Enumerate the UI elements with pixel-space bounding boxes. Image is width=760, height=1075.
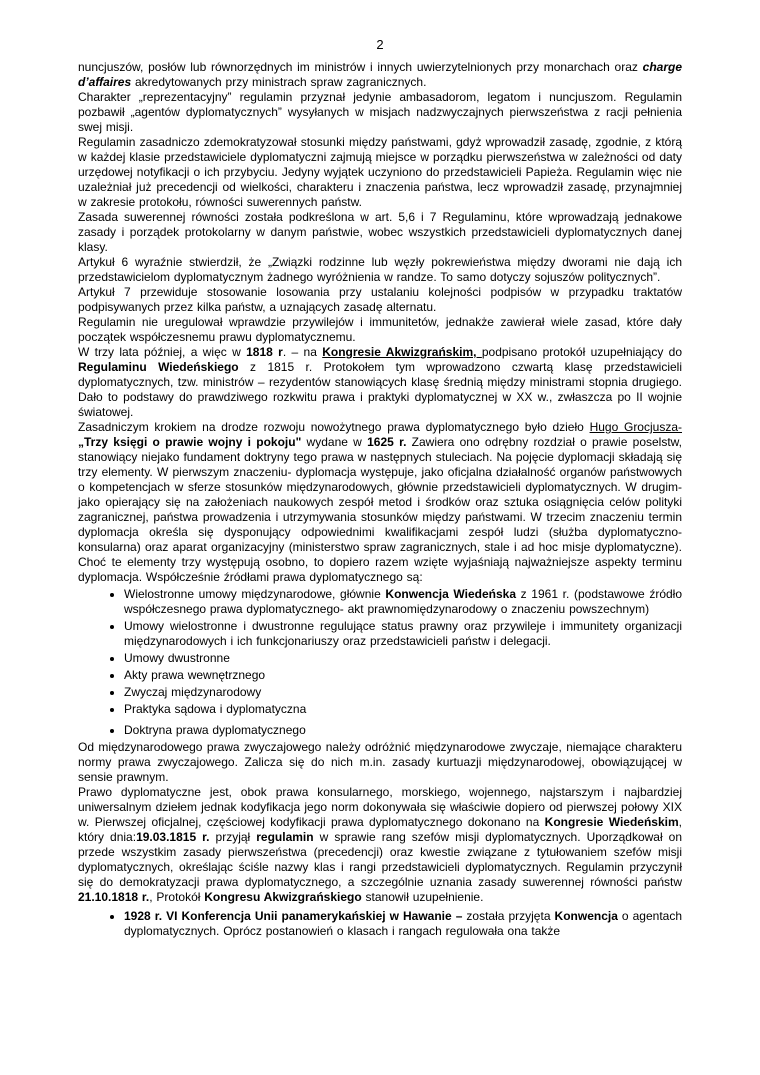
bullet-item [124,651,682,666]
text-run: Regulamin nie uregulował wprawdzie przywilejów i immunitetów, jednakże zawierał wiele zasad, które dały początek współczesnemu prawu dyplomatycznemu. [78,315,682,344]
text-run: 1928 r. VI Konferencja Unii panamerykańskiej w Hawanie – [124,909,467,923]
paragraph [78,285,682,315]
text-run: Umowy dwustronne [124,651,230,665]
bullet-item [124,909,682,939]
text-run: Hugo Grocjusza- [589,420,682,434]
text-run: Kongresie Wiedeńskim [544,815,679,829]
paragraph [78,740,682,785]
paragraph [78,315,682,345]
text-run: nuncjuszów, posłów lub równorzędnych im ministrów i innych uwierzytelnionych przy monarchach oraz [78,60,643,74]
bullet-item [124,668,682,683]
text-run: Artykuł 6 wyraźnie stwierdził, że „Związki rodzinne lub węzły pokrewieństwa między dworami nie dają ich przedstawicielom dyplomatycznym żadnego wyróżnienia w randze. To samo dotyczy sojuszów politycznych”. [78,255,682,284]
text-run: Artykuł 7 przewiduje stosowanie losowania przy ustalaniu kolejności podpisów w przypadku traktatów podpisywanych przez kilka państw, a uznających zasadę alternatu. [78,285,682,314]
text-run: charge d’affaires [78,60,682,89]
bullet-item [124,702,682,717]
bullet-item [124,685,682,700]
page-number: 2 [376,37,384,52]
paragraph [78,420,682,585]
bullet-list [78,909,682,939]
text-run: Konwencja [554,909,618,923]
bullet-list [78,587,682,738]
text-run: została przyjęta [466,909,555,923]
text-run: Kongresie Akwizgrańskim, [322,345,482,359]
text-run: w sprawie rang szefów misji dyplomatycznych. Uporządkował on przede wszystkim zasady pierwszeństwa (precedencji) oraz kwestie związane z tytułowaniem szefów misji dyplomatycznych, określając ściśle nazwy klas i rangi przedstawicieli dyplomatycznych. Regulamin przyczynił się do demokratyzacji prawa dyplomatycznego, a szczególnie uznania zasady suwerennej równości państw [78,830,683,889]
text-run: 19.03.1815 r. [136,830,210,844]
text-run: W trzy lata później, a więc w [78,345,247,359]
text-run: Zasadniczym krokiem na drodze rozwoju nowożytnego prawa dyplomatycznego było dzieło [78,420,590,434]
text-run: , Protokół [149,890,205,904]
text-run: Zawiera ono odrębny rozdział o prawie poselstw, stanowiący niejako fundament doktryny tego prawa w następnych stuleciach. Na pojęcie dyplomacji składają się trzy elementy. W pierwszym znaczeniu- dyplomacja występuje, jako oficjalna działalność organów państwowych o kompetencjach w sferze stosunków międzynarodowych, głównie przedstawicieli dyplomatycznych. W drugim-jako opierający się na założeniach naukowych zespół metod i środków oraz sztuka osiągnięcia celów polityki zagranicznej, państwa prowadzenia i utrzymywania stosunków między państwami. W trzecim znaczeniu termin dyplomacja określa się dysponujący odpowiednimi kwalifikacjami zespół ludzi (służba dyplomatyczno-konsularna) oraz aparat organizacyjny (ministerstwo spraw zagranicznych, stale i ad hoc misje dyplomatyczne). Choć te elementy trzy występują osobno, to dopiero razem wzięte wyjaśniają najważniejsze aspekty terminu dyplomacja. Współcześnie źródłami prawa dyplomatycznego są: [78,435,683,584]
text-run: Zwyczaj międzynarodowy [124,685,262,699]
text-run: Prawo dyplomatyczne jest, obok prawa konsularnego, morskiego, wojennego, najstarszym i najbardziej uniwersalnym dziełem jednak kodyfikacja jego norm dokonywała się właściwie dopiero od pierwszej połowy XIX w. Pierwszej oficjalnej, częściowej kodyfikacji prawa dyplomatycznego dokonano na [78,785,682,829]
paragraph [78,785,682,905]
text-run: 1625 r. [367,435,407,449]
bullet-item [124,619,682,649]
text-run: regulamin [256,830,314,844]
text-run: Praktyka sądowa i dyplomatyczna [124,702,307,716]
text-run: Charakter „reprezentacyjny” regulamin przyznał jedynie ambasadorom, legatom i nuncjuszom. Regulamin pozbawił „agentów dyplomatycznych” wysyłanych w misjach nadzwyczajnych pierwszeństwa z racji pełnienia swej misji. [78,90,682,134]
text-run: przyjął [209,830,257,844]
paragraph [78,135,682,210]
text-run: Konwencja Wiedeńska [385,587,516,601]
text-run: 21.10.1818 r. [78,890,150,904]
text-run: Regulamin zasadniczo zdemokratyzował stosunki między państwami, gdyż wprowadził zasadę, zgodnie, z którą w każdej klasie przedstawiciele dyplomatyczni zajmują miejsce w porządku pierwszeństwa w zależności od daty urzędowej notyfikacji o ich przybyciu. Jedyny wyjątek uczyniono do przedstawicieli Papieża. Regulamin więc nie uzależniał już precedencji od wielkości, charakteru i znaczenia państwa, lecz wprowadził zasadę, przynajmniej w zakresie protokołu, równości suwerennych państw. [78,135,682,209]
text-run: podpisano protokół uzupełniający do [481,345,683,359]
text-run: o agentach dyplomatycznych. Oprócz postanowień o klasach i rangach regulowała ona także [124,909,683,938]
text-run: Wielostronne umowy międzynarodowe, głównie [124,587,386,601]
text-run: wydane w [301,435,368,449]
text-run: Od międzynarodowego prawa zwyczajowego należy odróżnić międzynarodowe zwyczaje, niemające charakteru normy prawa zwyczajowego. Zalicza się do nich m.in. zasady kurtuazji międzynarodowej, obowiązującej w sensie prawnym. [78,740,682,784]
bullet-item [124,587,682,617]
paragraph [78,60,682,90]
text-run: stanowił uzupełnienie. [361,890,484,904]
text-run: „Trzy księgi o prawie wojny i pokoju" [78,435,302,449]
paragraph [78,90,682,135]
paragraph [78,255,682,285]
text-run: z 1815 r. Protokołem tym wprowadzono czwartą klasę przedstawicieli dyplomatycznych, tzw. ministrów – rezydentów stanowiących klasę średnią między ministrami stopnia drugiego. Dało to podstawy do prawdziwego rozkwitu prawa i praktyki dyplomatycznej w XX w., zwłaszcza po II wojnie światowej. [78,360,682,419]
text-run: Zasada suwerennej równości została podkreślona w art. 5,6 i 7 Regulaminu, które wprowadzają jednakowe zasady i porządek protokolarny w danym państwie, wobec wszystkich przedstawicieli dyplomatycznych danej klasy. [78,210,682,254]
bullet-item [124,723,682,738]
text-run: akredytowanych przy ministrach spraw zagranicznych. [131,75,427,89]
text-run: Umowy wielostronne i dwustronne regulujące status prawny oraz przywileje i immunitety organizacji międzynarodowych i ich funkcjonariuszy oraz przedstawicieli państw i delegacji. [124,619,682,648]
text-run: . – na [282,345,323,359]
document-content [78,60,682,941]
paragraph [78,210,682,255]
text-run: Doktryna prawa dyplomatycznego [124,723,306,737]
paragraph [78,345,682,420]
text-run: z 1961 r. (podstawowe źródło współczesnego prawa dyplomatycznego- akt prawnomiędzynarodowy o znaczeniu powszechnym) [124,587,683,616]
text-run: 1818 r [246,345,283,359]
text-run: Kongresu Akwizgrańskiego [204,890,362,904]
text-run: Regulaminu Wiedeńskiego [78,360,239,374]
text-run: , który dnia: [78,815,682,844]
text-run: Akty prawa wewnętrznego [124,668,266,682]
